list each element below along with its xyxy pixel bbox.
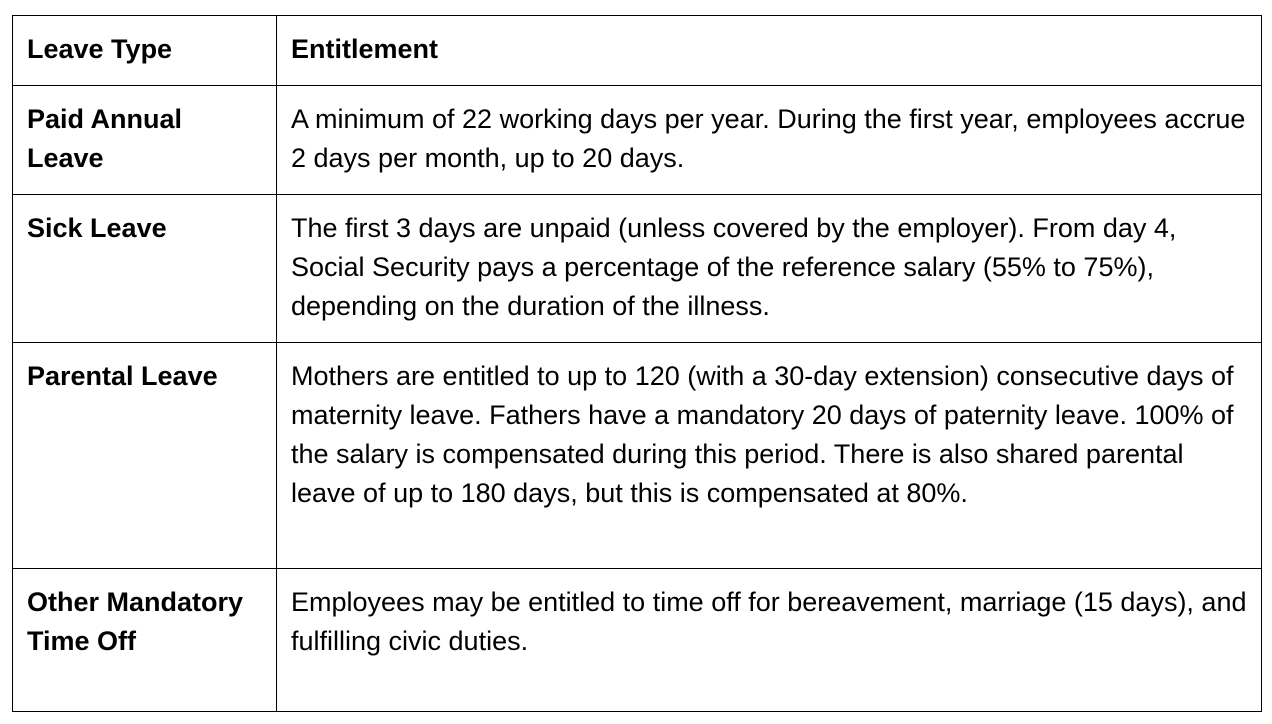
header-entitlement: Entitlement (277, 16, 1262, 86)
leave-entitlement-table (12, 15, 1262, 712)
entitlement-cell: Mothers are entitled to up to 120 (with a 30-day extension) consecutive days of maternity leave. Fathers have a mandatory 20 days of paternity leave. 100% of the salary is compensated during this period. There is also shared parental leave of up to 180 days, but this is compensated at 80%. (277, 343, 1262, 569)
table-header-row (13, 16, 1262, 86)
entitlement-cell: The first 3 days are unpaid (unless covered by the employer). From day 4, Social Security pays a percentage of the reference salary (55% to 75%), depending on the duration of the illness. (277, 195, 1262, 343)
table-row (13, 195, 1262, 343)
leave-type-cell: Paid Annual Leave (13, 86, 277, 195)
header-leave-type: Leave Type (13, 16, 277, 86)
entitlement-cell: Employees may be entitled to time off for bereavement, marriage (15 days), and fulfilling civic duties. (277, 569, 1262, 712)
leave-type-cell: Sick Leave (13, 195, 277, 343)
leave-type-cell: Other Mandatory Time Off (13, 569, 277, 712)
entitlement-cell: A minimum of 22 working days per year. During the first year, employees accrue 2 days per month, up to 20 days. (277, 86, 1262, 195)
table-row (13, 569, 1262, 712)
leave-type-cell: Parental Leave (13, 343, 277, 569)
table-row (13, 343, 1262, 569)
table-row (13, 86, 1262, 195)
